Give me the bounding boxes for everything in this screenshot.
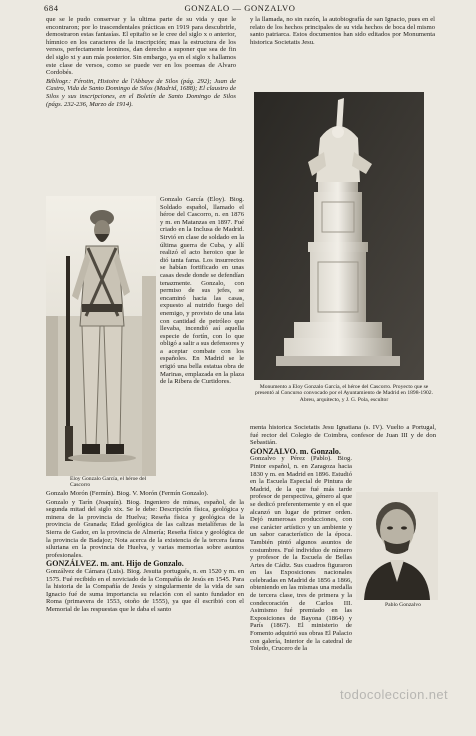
bibliography-paragraph: Bibliogr.: Férotin, Histoire de l'Abbaye de Silos (pág. 292); Juan de Castro, Vida de Santo Domingo de Silos (Madrid, 1688); El claustro de Silos y sus inscripciones, en el Boletín de Santo Domingo de Silos (págs. 232-236, Marzo de 1914).: [46, 77, 236, 108]
portrait-caption: Pablo Gonzalvo: [385, 602, 421, 608]
left-column-bottom: [46, 490, 244, 705]
gonzalvo-headword: GONZALVO. m. Gonzalo.: [250, 446, 341, 456]
garcia-paragraph: Gonzalo García (Eloy). Biog. Soldado español, llamado el héroe del Cascorro, n. en 1876 y m. en Matanzas en 1897. Fué criado en la Inclusa de Madrid. Sirvió en clase de soldado en la última guerra de Cuba, y allí realizó el acto heroico que le dió tanta fama. Los insurrectos se habían fortificado en unas casas desde donde se defendían tenazmente. Gonzalo, con permiso de sus jefes, se encaminó hacia las casas, expuesto al nutrido fuego del enemigo, y provisto de una lata con cantidad de petróleo que llevaba, incendió así aquella especie de fortín, con lo que obligó a salir a sus defensores y a aceptar combate con los españoles. En Madrid se le erigió una bella estatua obra de Marinas, emplazada en la plaza de la Ribera de Curtidores.: [160, 196, 244, 386]
monument-photo: [254, 92, 424, 380]
gonzalvez-headword: GONZÁLVEZ. m. ant. Hijo de Gonzalo.: [46, 559, 184, 569]
monument-icon: [254, 92, 424, 380]
left-column-top: [46, 16, 236, 194]
portrait-icon: [356, 492, 438, 600]
soldier-caption: Eloy Gonzalo García, el héroe del Cascorro: [70, 476, 147, 489]
running-title: GONZALO — GONZALVO: [184, 3, 296, 13]
tarin-paragraph: Gonzalo y Tarín (Joaquín). Biog. Ingeniero de minas, español, de la segunda mitad del siglo xix. Se le debe: Descripción física, geológica y minera de la provincia de Huelva; Reseña física y geológica de la provincia de Granada; Edad geológica de las calizas metalíferas de la Sierra de Gador, en la provincia de Almería; Reseña física y geológica de la provincia de Badajoz; Nota acerca de la existencia de la tercera fauna siluriana en la provincia de Huelva, y varias memorias sobre asuntos profesionales.: [46, 498, 244, 559]
running-header: [40, 3, 440, 15]
page-number: 684: [44, 3, 59, 13]
right-top-paragraph: y la llamada, no sin razón, la autobiografía de san Ignacio, pues en el relato de los hechos principales de su vida hechos de boca del mismo santo patriarca. Estos documentos han sido editados por Monumenta historica Societatis Jesu.: [250, 16, 435, 46]
camara-continued: menta historica Societatis Jesu Ignatiana (s. IV). Vuelto a Portugal, fué rector del Colegio de Coimbra, confesor de Juan III y de don Sebastián.: [250, 424, 436, 447]
portrait-photo: [356, 492, 438, 600]
watermark: todocoleccion.net: [340, 687, 448, 702]
moron-paragraph: Gonzalo Morón (Fermín). Biog. V. Morón (Fermín Gonzalo).: [46, 490, 209, 497]
camara-paragraph: Gonzálvez de Cámara (Luis). Biog. Jesuita portugués, n. en 1520 y m. en 1575. Fué recibido en el noviciado de la Compañía de Jesús en 1545. Para la historia de la Compañía de Jesús y singularmente de la vida de san Ignacio fué de suma importancia su relación con el santo fundador en Roma (primavera de 1553, otoño de 1555), ya que él escribió con el Memorial de las respuestas que le daba el santo: [46, 567, 244, 613]
monument-caption: Monumento a Eloy Gonzalo García, el héroe del Cascorro. Proyecto que se presentó al Concurso convocado por el Ayuntamiento de Madrid en 1898-1902. Abreu, arquitecto, y J. G. Pola, escultor: [255, 384, 433, 403]
gonzalvo-perez-paragraph: Gonzalvo y Pérez (Pablo). Biog. Pintor español, n. en Zaragoza hacia 1830 y m. en Madrid en 1896. Estudió en la Escuela Especial de Pintura de Madrid, de la que fué más tarde profesor de perspectiva, género al que se dedicó preferentemente y en el que alcanzó un lugar de primer orden. Dejó numerosas producciones, con ese carácter artístico y un ambiente y un sabor característico de la época. También pintó algunos asuntos de costumbres. Fué individuo de número y profesor de la Escuela de Bellas Artes de Cádiz. Sus cuadros figuraron en las Exposiciones nacionales celebradas en Madrid de 1856 a 1866, obteniendo en las mismas una medalla de tercera clase, tres de primera y la condecoración de Carlos III. Asimismo fué premiado en las Exposiciones de Bayona (1864) y París (1867). El ministerio de Fomento adquirió sus obras El Palacio con galería, Interior de la catedral de Toledo, Crucero de la: [250, 455, 352, 653]
garcia-entry: [160, 196, 244, 486]
epitaph-paragraph: que se le pudo conservar y la ultima parte de su vida y que le encontraron; por lo trascendentales prácticas en 1919 para descubrirle, demostraron estas fantasías. El epitafio se le cree del siglo x o anterior, hímnico en los caracteres de la inscripción; mas la estructura de los versos, perfectamente leoninos, dan derecho a suponer que sea de fin del siglo xi y aun más posterior. Sin embargo, ya en el siglo x hallamos este clase de versos, como se puede ver en los poemas de Alvaro Cordobés.: [46, 16, 236, 77]
right-column-top: [250, 16, 435, 82]
soldier-photo: [46, 196, 156, 476]
soldier-figure-icon: [46, 196, 156, 476]
